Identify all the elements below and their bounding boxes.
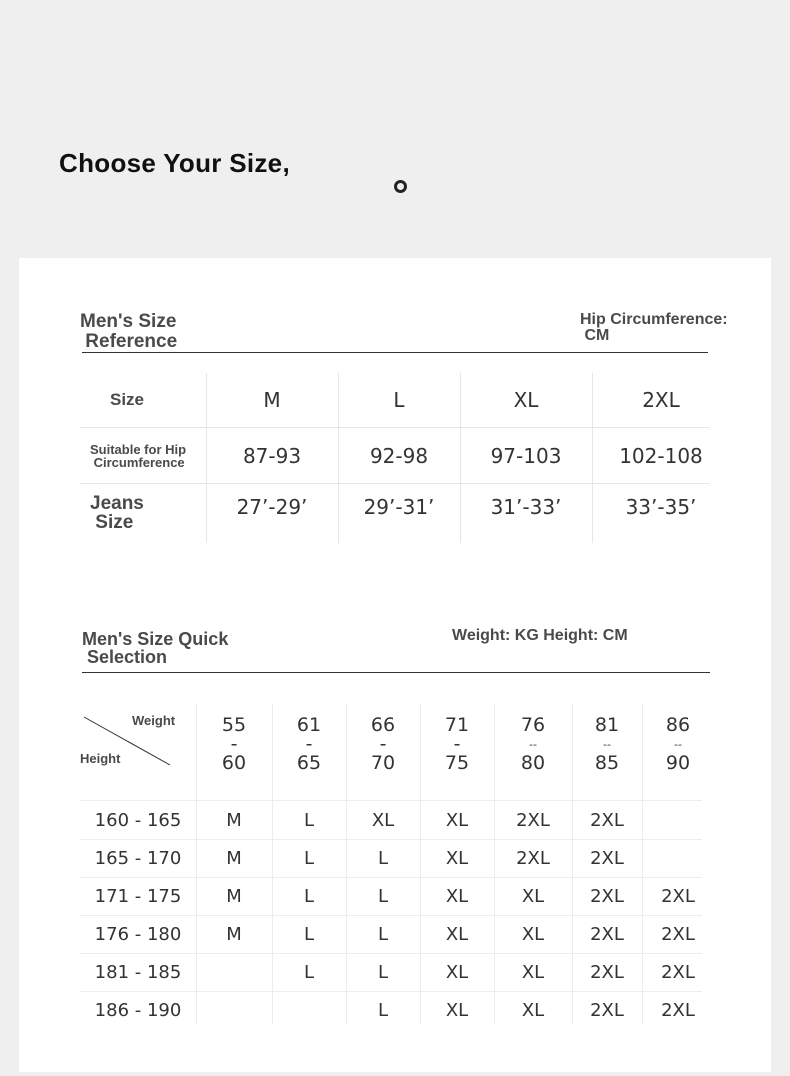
column-divider <box>206 373 207 543</box>
size-cell: M <box>226 885 242 907</box>
size-cell: 2XL <box>661 885 695 907</box>
section-divider <box>82 352 708 353</box>
hip-unit-line2: CM <box>580 327 610 344</box>
size-cell: L <box>377 961 389 983</box>
size-cell: M <box>226 847 242 869</box>
size-cell: XL <box>445 999 469 1021</box>
height-range: 165 - 170 <box>94 847 182 869</box>
size-header-label: Size <box>110 390 145 409</box>
corner-height-label: Height <box>80 751 121 766</box>
size-cell: M <box>226 923 242 945</box>
size-cell: L <box>303 961 315 983</box>
weight-header-top: 81 <box>594 714 620 736</box>
size-cell: XL <box>445 847 469 869</box>
weight-header-bottom: 65 <box>296 752 322 774</box>
size-cell: 2XL <box>661 923 695 945</box>
column-divider <box>572 704 573 1024</box>
quick-selection-title <box>82 630 228 666</box>
height-range: 176 - 180 <box>94 923 182 945</box>
column-divider <box>460 373 461 543</box>
height-range: 160 - 165 <box>94 809 182 831</box>
column-divider <box>642 704 643 1024</box>
table-row <box>80 991 702 1029</box>
size-cell: 2XL <box>590 809 624 831</box>
hip-row-label-line2: Circumference <box>90 455 185 470</box>
hip-value: 92-98 <box>369 444 429 468</box>
size-col-l: L <box>393 388 405 412</box>
size-cell: 2XL <box>590 961 624 983</box>
table-row <box>80 877 702 916</box>
weight-header-top: 76 <box>520 714 546 736</box>
size-cell: XL <box>521 999 545 1021</box>
hip-row-label <box>80 429 216 483</box>
size-cell <box>196 953 272 991</box>
size-cell: XL <box>521 961 545 983</box>
column-divider <box>592 373 593 543</box>
table-row <box>80 801 702 840</box>
table-row <box>80 839 702 878</box>
jeans-row-label <box>80 483 216 543</box>
quick-selection-title-line2: Selection <box>82 647 168 667</box>
weight-height-unit-label: Weight: KG Height: CM <box>452 627 628 644</box>
weight-header <box>196 716 272 773</box>
section-divider <box>82 672 710 673</box>
weight-header-top: 86 <box>665 714 691 736</box>
weight-header-sep: -- <box>674 738 682 751</box>
weight-header <box>642 716 714 773</box>
weight-header <box>572 716 642 773</box>
jeans-value: 33’-35’ <box>625 495 697 519</box>
size-cell: XL <box>521 885 545 907</box>
jeans-value: 31’-33’ <box>490 495 562 519</box>
table-row <box>80 915 702 954</box>
column-divider <box>494 704 495 1024</box>
jeans-value: 29’-31’ <box>363 495 435 519</box>
column-divider <box>272 704 273 1024</box>
size-cell <box>642 801 714 839</box>
table-row <box>80 483 710 543</box>
weight-header-sep: - <box>230 733 238 755</box>
weight-header-bottom: 90 <box>665 752 691 774</box>
size-cell: L <box>303 923 315 945</box>
hip-row-label-line1: Suitable for Hip <box>90 442 187 457</box>
size-cell: XL <box>445 923 469 945</box>
hip-value: 87-93 <box>242 444 302 468</box>
weight-header-sep: - <box>379 733 387 755</box>
size-cell: 2XL <box>661 961 695 983</box>
size-cell: 2XL <box>516 809 550 831</box>
jeans-value: 27’-29’ <box>236 495 308 519</box>
size-cell: 2XL <box>590 847 624 869</box>
size-cell <box>272 991 346 1029</box>
weight-height-corner <box>80 713 176 767</box>
size-cell: 2XL <box>661 999 695 1021</box>
height-range: 171 - 175 <box>94 885 182 907</box>
table-row <box>80 373 710 428</box>
size-cell: L <box>303 847 315 869</box>
quick-selection-title-line1: Men's Size Quick <box>82 629 229 649</box>
weight-header-bottom: 80 <box>520 752 546 774</box>
size-cell <box>642 839 714 877</box>
size-col-xl: XL <box>513 388 539 412</box>
weight-header-bottom: 70 <box>370 752 396 774</box>
size-cell: 2XL <box>590 923 624 945</box>
size-cell: L <box>303 885 315 907</box>
height-range: 181 - 185 <box>94 961 182 983</box>
weight-header <box>272 716 346 773</box>
size-cell: M <box>226 809 242 831</box>
page-title: Choose Your Size, <box>59 148 290 178</box>
size-reference-title-line2: Reference <box>80 331 178 352</box>
size-cell: XL <box>445 885 469 907</box>
column-divider <box>346 704 347 1024</box>
weight-header-sep: -- <box>603 738 611 751</box>
weight-header-top: 71 <box>444 714 470 736</box>
size-col-m: M <box>263 388 281 412</box>
size-cell: XL <box>445 809 469 831</box>
jeans-row-label-line2: Size <box>90 512 134 533</box>
table-row <box>80 429 710 484</box>
size-cell: L <box>377 885 389 907</box>
weight-header-bottom: 75 <box>444 752 470 774</box>
size-cell: L <box>377 847 389 869</box>
size-reference-title <box>80 312 177 352</box>
size-cell <box>196 991 272 1029</box>
hip-unit-line1: Hip Circumference: <box>580 311 728 328</box>
size-cell: XL <box>445 961 469 983</box>
size-cell: 2XL <box>516 847 550 869</box>
column-divider <box>196 704 197 1024</box>
size-cell: L <box>377 923 389 945</box>
table-row <box>80 953 702 992</box>
size-cell: XL <box>371 809 395 831</box>
weight-header-sep: - <box>453 733 461 755</box>
hip-value: 102-108 <box>619 444 703 468</box>
hip-value: 97-103 <box>490 444 562 468</box>
weight-header-bottom: 85 <box>594 752 620 774</box>
height-range: 186 - 190 <box>94 999 182 1021</box>
weight-header-sep: - <box>305 733 313 755</box>
size-col-2xl: 2XL <box>642 388 680 412</box>
weight-header <box>494 716 572 773</box>
corner-weight-label: Weight <box>132 713 176 728</box>
ring-icon <box>394 180 407 193</box>
weight-header <box>346 716 420 773</box>
hip-unit-label <box>580 312 728 344</box>
weight-header <box>420 716 494 773</box>
size-chart-card <box>19 258 771 1072</box>
weight-header-top: 55 <box>221 714 247 736</box>
size-cell: L <box>303 809 315 831</box>
weight-header-sep: -- <box>529 738 537 751</box>
weight-header-top: 66 <box>370 714 396 736</box>
size-cell: L <box>377 999 389 1021</box>
column-divider <box>420 704 421 1024</box>
size-reference-title-line1: Men's Size <box>80 311 177 332</box>
size-cell: XL <box>521 923 545 945</box>
weight-header-bottom: 60 <box>221 752 247 774</box>
jeans-row-label-line1: Jeans <box>90 493 144 514</box>
size-cell: 2XL <box>590 885 624 907</box>
column-divider <box>338 373 339 543</box>
weight-header-top: 61 <box>296 714 322 736</box>
size-cell: 2XL <box>590 999 624 1021</box>
